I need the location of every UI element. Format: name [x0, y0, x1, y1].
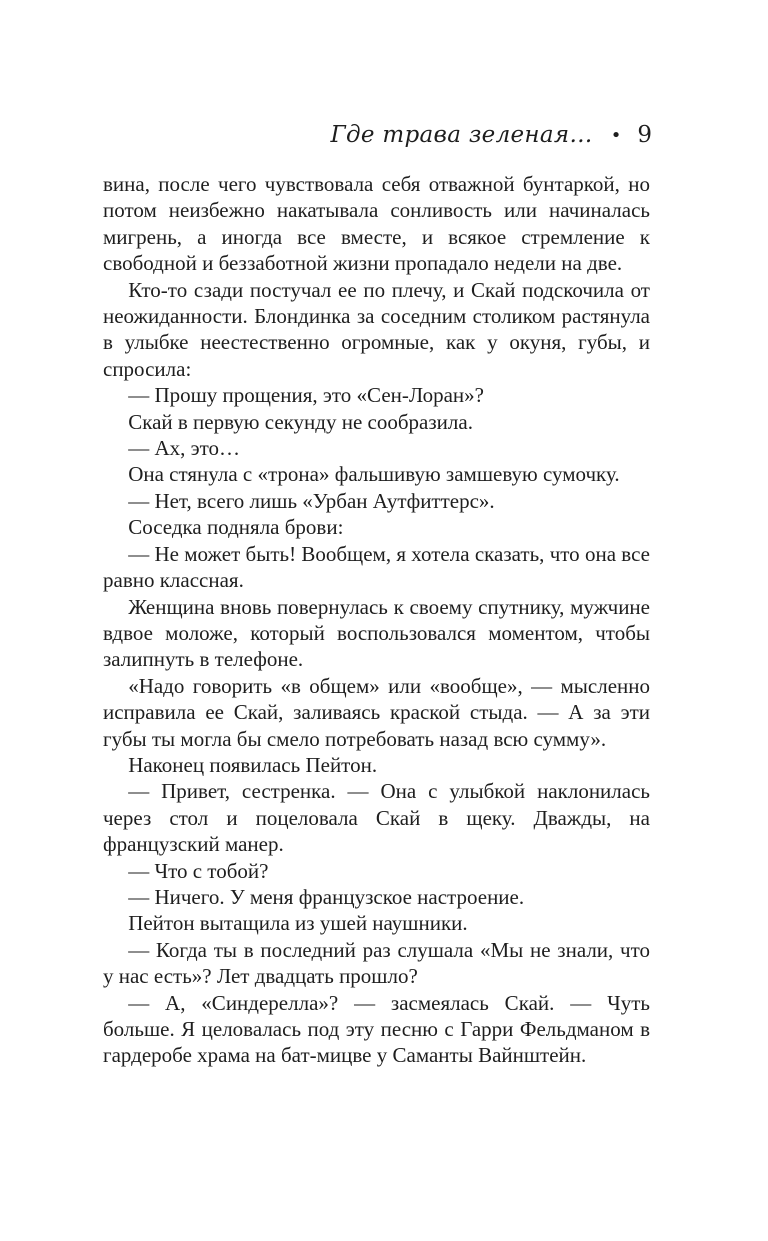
paragraph: — Прошу прощения, это «Сен-Лоран»?	[128, 383, 484, 408]
paragraph: Скай в первую секунду не сообразила.	[128, 409, 473, 434]
paragraph: Кто-то сзади постучал ее по плечу, и Скай подскочила от неожиданности. Блондинка за соседним столиком растянула в улыбке неестественно огромные, как у окуня, губы, и спросила:	[103, 277, 650, 381]
paragraph: — Когда ты в последний раз слушала «Мы не знали, что у нас есть»? Лет двадцать прошло?	[103, 937, 650, 989]
paragraph: — Нет, всего лишь «Урбан Аутфиттерс».	[128, 488, 495, 513]
paragraph: — Привет, сестренка. — Она с улыбкой наклонилась через стол и поцеловала Скай в щеку. Дважды, на французский манер.	[103, 779, 650, 857]
page-number: 9	[637, 122, 652, 148]
bullet-separator: •	[610, 124, 622, 146]
paragraph: Пейтон вытащила из ушей наушники.	[128, 911, 468, 936]
paragraph: Женщина вновь повернулась к своему спутнику, мужчине вдвое моложе, который воспользовался моментом, чтобы залипнуть в телефоне.	[103, 594, 650, 672]
paragraph: Она стянула с «трона» фальшивую замшевую сумочку.	[128, 462, 620, 487]
paragraph: — Ах, это…	[128, 436, 241, 461]
paragraph: — Ничего. У меня французское настроение.	[128, 884, 525, 909]
paragraph: — Что с тобой?	[128, 858, 269, 883]
paragraph: — А, «Синдерелла»? — засмеялась Скай. — Чуть больше. Я целовалась под эту песню с Гарри Фельдманом в гардеробе храма на бат-мицве у Саманты Вайнштейн.	[103, 990, 650, 1068]
paragraph: Соседка подняла брови:	[128, 515, 344, 540]
paragraph: — Не может быть! Вообщем, я хотела сказать, что она все равно классная.	[103, 541, 650, 593]
running-title: Где трава зеленая…	[330, 122, 593, 148]
running-header	[330, 118, 652, 152]
paragraph: Наконец появилась Пейтон.	[128, 752, 378, 777]
paragraph: «Надо говорить «в общем» или «вообще», — мысленно исправила ее Скай, заливаясь краской стыда. — А за эти губы ты могла бы смело потребовать назад всю сумму».	[103, 673, 650, 751]
page-body	[103, 171, 650, 1069]
paragraph: вина, после чего чувствовала себя отважной бунтаркой, но потом неизбежно накатывала сонливость или начиналась мигрень, а иногда все вместе, и всякое стремление к свободной и беззаботной жизни пропадало недели на две.	[103, 172, 650, 276]
